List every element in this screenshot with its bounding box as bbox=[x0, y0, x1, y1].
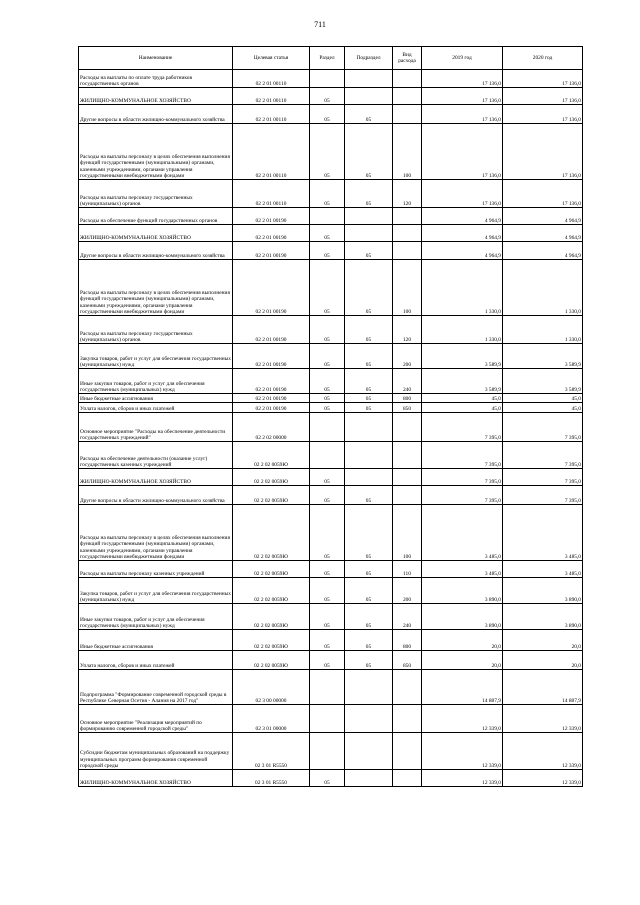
cell-section bbox=[310, 705, 345, 733]
cell-2020: 1 330,0 bbox=[503, 316, 583, 344]
cell-expense-type: 100 bbox=[393, 260, 422, 316]
cell-expense-type bbox=[393, 442, 422, 469]
table-row bbox=[79, 630, 583, 651]
cell-section bbox=[310, 442, 345, 469]
cell-target: 02 3 01 R5550 bbox=[233, 733, 310, 770]
cell-subsection: 05 bbox=[345, 242, 393, 260]
cell-name: Основное мероприятие "Реализация мероприятий по формированию современной городской среды" bbox=[79, 705, 233, 733]
cell-subsection bbox=[345, 208, 393, 225]
cell-expense-type: 800 bbox=[393, 394, 422, 403]
cell-section bbox=[310, 413, 345, 442]
cell-subsection bbox=[345, 225, 393, 242]
cell-name: Уплата налогов, сборов и иных платежей bbox=[79, 651, 233, 670]
cell-target: 02 3 00 00000 bbox=[233, 670, 310, 705]
cell-subsection: 05 bbox=[345, 344, 393, 369]
table-row bbox=[79, 316, 583, 344]
cell-2020: 4 964,9 bbox=[503, 208, 583, 225]
cell-2019: 12 339,0 bbox=[422, 770, 503, 787]
table-row bbox=[79, 124, 583, 180]
cell-target: 02 2 02 00000 bbox=[233, 413, 310, 442]
table-row bbox=[79, 242, 583, 260]
cell-section: 05 bbox=[310, 403, 345, 413]
cell-2019: 4 964,9 bbox=[422, 225, 503, 242]
cell-target: 02 2 02 0059Ю bbox=[233, 469, 310, 486]
header-year-2020: 2020 год bbox=[503, 47, 583, 70]
cell-subsection: 05 bbox=[345, 651, 393, 670]
cell-name: Расходы на выплаты персоналу в целях обеспечения выполнения функций государственными (муниципальными) органами, казенными учреждениями, органами управления государственными внебюджетными фондами bbox=[79, 124, 233, 180]
cell-name: Иные закупки товаров, работ и услуг для обеспечения государственных (муниципальных) нужд bbox=[79, 604, 233, 630]
cell-expense-type bbox=[393, 105, 422, 124]
cell-subsection: 05 bbox=[345, 578, 393, 604]
cell-subsection bbox=[345, 413, 393, 442]
cell-name: ЖИЛИЩНО-КОММУНАЛЬНОЕ ХОЗЯЙСТВО bbox=[79, 770, 233, 787]
cell-name: Другие вопросы в области жилищно-коммунального хозяйства bbox=[79, 486, 233, 505]
table-row bbox=[79, 733, 583, 770]
table-row bbox=[79, 561, 583, 578]
cell-subsection bbox=[345, 733, 393, 770]
cell-target: 02 2 01 00110 bbox=[233, 180, 310, 208]
cell-section: 05 bbox=[310, 604, 345, 630]
cell-name: Другие вопросы в области жилищно-коммунального хозяйства bbox=[79, 105, 233, 124]
cell-name: ЖИЛИЩНО-КОММУНАЛЬНОЕ ХОЗЯЙСТВО bbox=[79, 88, 233, 105]
header-year-2019: 2019 год bbox=[422, 47, 503, 70]
table-row bbox=[79, 486, 583, 505]
cell-target: 02 2 01 00190 bbox=[233, 369, 310, 394]
cell-2020: 7 395,0 bbox=[503, 486, 583, 505]
cell-expense-type: 200 bbox=[393, 578, 422, 604]
cell-expense-type: 100 bbox=[393, 124, 422, 180]
cell-name: Закупка товаров, работ и услуг для обеспечения государственных (муниципальных) нужд bbox=[79, 344, 233, 369]
cell-name: Расходы на выплаты персоналу государственных (муниципальных) органов bbox=[79, 180, 233, 208]
cell-section: 05 bbox=[310, 105, 345, 124]
cell-subsection: 05 bbox=[345, 486, 393, 505]
cell-expense-type: 850 bbox=[393, 651, 422, 670]
cell-section: 05 bbox=[310, 242, 345, 260]
cell-target: 02 2 01 00110 bbox=[233, 124, 310, 180]
cell-subsection: 05 bbox=[345, 561, 393, 578]
table-row bbox=[79, 180, 583, 208]
cell-name: ЖИЛИЩНО-КОММУНАЛЬНОЕ ХОЗЯЙСТВО bbox=[79, 225, 233, 242]
cell-name: Расходы на выплаты персоналу государственных (муниципальных) органов bbox=[79, 316, 233, 344]
cell-target: 02 2 02 0059Ю bbox=[233, 604, 310, 630]
cell-2020: 17 136,0 bbox=[503, 70, 583, 88]
cell-2019: 1 330,0 bbox=[422, 260, 503, 316]
cell-2019: 12 339,0 bbox=[422, 733, 503, 770]
cell-subsection: 05 bbox=[345, 604, 393, 630]
cell-expense-type bbox=[393, 733, 422, 770]
table-row bbox=[79, 403, 583, 413]
cell-2020: 3 890,0 bbox=[503, 578, 583, 604]
cell-subsection: 05 bbox=[345, 316, 393, 344]
cell-2019: 20,0 bbox=[422, 630, 503, 651]
table-row bbox=[79, 578, 583, 604]
cell-target: 02 3 01 R5550 bbox=[233, 770, 310, 787]
cell-section: 05 bbox=[310, 260, 345, 316]
cell-target: 02 2 01 00110 bbox=[233, 88, 310, 105]
cell-expense-type bbox=[393, 208, 422, 225]
cell-name: Субсидии бюджетам муниципальных образований на поддержку муниципальных программ формирования современной городской среды bbox=[79, 733, 233, 770]
cell-2020: 12 339,0 bbox=[503, 705, 583, 733]
cell-2020: 17 136,0 bbox=[503, 105, 583, 124]
cell-2020: 20,0 bbox=[503, 651, 583, 670]
cell-expense-type: 120 bbox=[393, 180, 422, 208]
table-row bbox=[79, 369, 583, 394]
table-row bbox=[79, 344, 583, 369]
cell-expense-type bbox=[393, 242, 422, 260]
table-row bbox=[79, 469, 583, 486]
cell-2020: 3 890,0 bbox=[503, 604, 583, 630]
cell-expense-type bbox=[393, 705, 422, 733]
cell-target: 02 2 01 00110 bbox=[233, 70, 310, 88]
cell-name: Иные бюджетные ассигнования bbox=[79, 394, 233, 403]
cell-name: Закупка товаров, работ и услуг для обеспечения государственных (муниципальных) нужд bbox=[79, 578, 233, 604]
cell-expense-type bbox=[393, 486, 422, 505]
table-row bbox=[79, 505, 583, 561]
cell-target: 02 2 01 00190 bbox=[233, 260, 310, 316]
cell-section: 05 bbox=[310, 630, 345, 651]
cell-2019: 7 395,0 bbox=[422, 486, 503, 505]
cell-target: 02 2 02 0059Ю bbox=[233, 630, 310, 651]
cell-name: Основное мероприятие "Расходы на обеспечение деятельности государственных учреждений" bbox=[79, 413, 233, 442]
cell-subsection bbox=[345, 770, 393, 787]
cell-section: 05 bbox=[310, 180, 345, 208]
cell-expense-type bbox=[393, 70, 422, 88]
cell-2019: 4 964,9 bbox=[422, 208, 503, 225]
cell-subsection: 05 bbox=[345, 630, 393, 651]
cell-2019: 3 589,9 bbox=[422, 344, 503, 369]
cell-target: 02 2 01 00190 bbox=[233, 242, 310, 260]
cell-expense-type bbox=[393, 225, 422, 242]
cell-subsection bbox=[345, 670, 393, 705]
cell-section: 05 bbox=[310, 561, 345, 578]
cell-2019: 17 136,0 bbox=[422, 105, 503, 124]
cell-target: 02 2 01 00190 bbox=[233, 344, 310, 369]
table-row bbox=[79, 770, 583, 787]
cell-name: Расходы на обеспечение функций государственных органов bbox=[79, 208, 233, 225]
cell-section: 05 bbox=[310, 394, 345, 403]
cell-target: 02 2 01 00190 bbox=[233, 403, 310, 413]
cell-2020: 3 485,0 bbox=[503, 505, 583, 561]
cell-section bbox=[310, 733, 345, 770]
table-row bbox=[79, 105, 583, 124]
cell-2019: 3 890,0 bbox=[422, 578, 503, 604]
cell-target: 02 2 02 0059Ю bbox=[233, 486, 310, 505]
cell-2020: 3 589,9 bbox=[503, 344, 583, 369]
cell-target: 02 2 02 0059Ю bbox=[233, 578, 310, 604]
table-row bbox=[79, 670, 583, 705]
header-expense-type: Вид расхода bbox=[393, 47, 422, 70]
cell-2020: 17 136,0 bbox=[503, 124, 583, 180]
cell-2020: 12 339,0 bbox=[503, 733, 583, 770]
cell-subsection: 05 bbox=[345, 180, 393, 208]
cell-expense-type: 240 bbox=[393, 604, 422, 630]
cell-expense-type: 800 bbox=[393, 630, 422, 651]
table-row bbox=[79, 88, 583, 105]
table-row bbox=[79, 413, 583, 442]
cell-subsection: 05 bbox=[345, 105, 393, 124]
cell-section: 05 bbox=[310, 505, 345, 561]
cell-subsection bbox=[345, 88, 393, 105]
cell-2020: 45,0 bbox=[503, 394, 583, 403]
cell-subsection bbox=[345, 70, 393, 88]
header-subsection: Подраздел bbox=[345, 47, 393, 70]
cell-2019: 14 887,9 bbox=[422, 670, 503, 705]
cell-name: Расходы на обеспечение деятельности (оказание услуг) государственных казенных учреждений bbox=[79, 442, 233, 469]
table-row bbox=[79, 394, 583, 403]
cell-subsection: 05 bbox=[345, 369, 393, 394]
cell-expense-type bbox=[393, 469, 422, 486]
cell-name: ЖИЛИЩНО-КОММУНАЛЬНОЕ ХОЗЯЙСТВО bbox=[79, 469, 233, 486]
cell-subsection: 05 bbox=[345, 124, 393, 180]
cell-2019: 3 890,0 bbox=[422, 604, 503, 630]
header-target: Целевая статья bbox=[233, 47, 310, 70]
cell-subsection bbox=[345, 705, 393, 733]
cell-2020: 45,0 bbox=[503, 403, 583, 413]
cell-2020: 20,0 bbox=[503, 630, 583, 651]
cell-expense-type bbox=[393, 413, 422, 442]
cell-target: 02 3 01 00000 bbox=[233, 705, 310, 733]
cell-2019: 12 339,0 bbox=[422, 705, 503, 733]
cell-2019: 17 136,0 bbox=[422, 124, 503, 180]
cell-2020: 7 395,0 bbox=[503, 442, 583, 469]
cell-target: 02 2 01 00190 bbox=[233, 316, 310, 344]
cell-name: Иные бюджетные ассигнования bbox=[79, 630, 233, 651]
cell-2019: 45,0 bbox=[422, 403, 503, 413]
cell-target: 02 2 02 0059Ю bbox=[233, 561, 310, 578]
cell-target: 02 2 01 00110 bbox=[233, 105, 310, 124]
cell-2020: 17 136,0 bbox=[503, 88, 583, 105]
cell-name: Подпрограмма "Формирование современной городской среды в Республике Северная Осетия - Алания на 2017 год" bbox=[79, 670, 233, 705]
cell-2019: 17 136,0 bbox=[422, 180, 503, 208]
cell-2020: 3 485,0 bbox=[503, 561, 583, 578]
cell-section: 05 bbox=[310, 369, 345, 394]
cell-section: 05 bbox=[310, 344, 345, 369]
cell-2019: 17 136,0 bbox=[422, 70, 503, 88]
cell-target: 02 2 01 00190 bbox=[233, 208, 310, 225]
cell-2020: 4 964,9 bbox=[503, 242, 583, 260]
cell-2020: 12 339,0 bbox=[503, 770, 583, 787]
cell-section: 05 bbox=[310, 225, 345, 242]
cell-expense-type: 240 bbox=[393, 369, 422, 394]
cell-expense-type bbox=[393, 770, 422, 787]
cell-section: 05 bbox=[310, 124, 345, 180]
cell-2020: 17 136,0 bbox=[503, 180, 583, 208]
cell-2019: 3 589,9 bbox=[422, 369, 503, 394]
cell-name: Другие вопросы в области жилищно-коммунального хозяйства bbox=[79, 242, 233, 260]
cell-expense-type: 200 bbox=[393, 344, 422, 369]
header-row bbox=[79, 47, 583, 70]
cell-expense-type: 110 bbox=[393, 561, 422, 578]
cell-section bbox=[310, 670, 345, 705]
cell-2019: 3 485,0 bbox=[422, 561, 503, 578]
cell-2019: 1 330,0 bbox=[422, 316, 503, 344]
header-section: Раздел bbox=[310, 47, 345, 70]
cell-2020: 1 330,0 bbox=[503, 260, 583, 316]
cell-subsection bbox=[345, 469, 393, 486]
cell-2019: 7 395,0 bbox=[422, 469, 503, 486]
table-row bbox=[79, 651, 583, 670]
cell-target: 02 2 02 0059Ю bbox=[233, 442, 310, 469]
cell-expense-type bbox=[393, 88, 422, 105]
cell-section bbox=[310, 70, 345, 88]
cell-section: 05 bbox=[310, 88, 345, 105]
cell-section: 05 bbox=[310, 651, 345, 670]
table-row bbox=[79, 604, 583, 630]
budget-table bbox=[78, 46, 583, 787]
table-row bbox=[79, 442, 583, 469]
cell-name: Расходы на выплаты персоналу в целях обеспечения выполнения функций государственными (муниципальными) органами, казенными учреждениями, органами управления государственными внебюджетными фондами bbox=[79, 505, 233, 561]
cell-expense-type bbox=[393, 670, 422, 705]
cell-2020: 4 964,9 bbox=[503, 225, 583, 242]
table-row bbox=[79, 225, 583, 242]
cell-section: 05 bbox=[310, 316, 345, 344]
header-name: Наименование bbox=[79, 47, 233, 70]
cell-subsection bbox=[345, 442, 393, 469]
cell-name: Расходы на выплаты по оплате труда работников государственных органов bbox=[79, 70, 233, 88]
cell-2019: 4 964,9 bbox=[422, 242, 503, 260]
cell-section: 05 bbox=[310, 578, 345, 604]
cell-section bbox=[310, 208, 345, 225]
cell-subsection: 05 bbox=[345, 505, 393, 561]
cell-subsection: 05 bbox=[345, 394, 393, 403]
cell-2020: 14 887,9 bbox=[503, 670, 583, 705]
cell-target: 02 2 02 0059Ю bbox=[233, 505, 310, 561]
cell-2019: 45,0 bbox=[422, 394, 503, 403]
cell-subsection: 05 bbox=[345, 260, 393, 316]
cell-target: 02 2 01 00190 bbox=[233, 394, 310, 403]
cell-section: 05 bbox=[310, 486, 345, 505]
cell-target: 02 2 01 00190 bbox=[233, 225, 310, 242]
cell-subsection: 05 bbox=[345, 403, 393, 413]
page-number: 711 bbox=[314, 20, 326, 29]
cell-name: Расходы на выплаты персоналу в целях обеспечения выполнения функций государственными (муниципальными) органами, казенными учреждениями, органами управления государственными внебюджетными фондами bbox=[79, 260, 233, 316]
table-row bbox=[79, 260, 583, 316]
cell-name: Иные закупки товаров, работ и услуг для обеспечения государственных (муниципальных) нужд bbox=[79, 369, 233, 394]
cell-name: Расходы на выплаты персоналу казенных учреждений bbox=[79, 561, 233, 578]
cell-2019: 3 485,0 bbox=[422, 505, 503, 561]
cell-2019: 20,0 bbox=[422, 651, 503, 670]
cell-2019: 7 395,0 bbox=[422, 442, 503, 469]
cell-section: 05 bbox=[310, 469, 345, 486]
cell-2020: 7 395,0 bbox=[503, 413, 583, 442]
table-row bbox=[79, 70, 583, 88]
cell-section: 05 bbox=[310, 770, 345, 787]
cell-expense-type: 100 bbox=[393, 505, 422, 561]
table-row bbox=[79, 705, 583, 733]
cell-expense-type: 120 bbox=[393, 316, 422, 344]
cell-target: 02 2 02 0059Ю bbox=[233, 651, 310, 670]
cell-2020: 3 589,9 bbox=[503, 369, 583, 394]
cell-2019: 17 136,0 bbox=[422, 88, 503, 105]
cell-name: Уплата налогов, сборов и иных платежей bbox=[79, 403, 233, 413]
cell-expense-type: 850 bbox=[393, 403, 422, 413]
cell-2020: 7 395,0 bbox=[503, 469, 583, 486]
table-row bbox=[79, 208, 583, 225]
cell-2019: 7 395,0 bbox=[422, 413, 503, 442]
